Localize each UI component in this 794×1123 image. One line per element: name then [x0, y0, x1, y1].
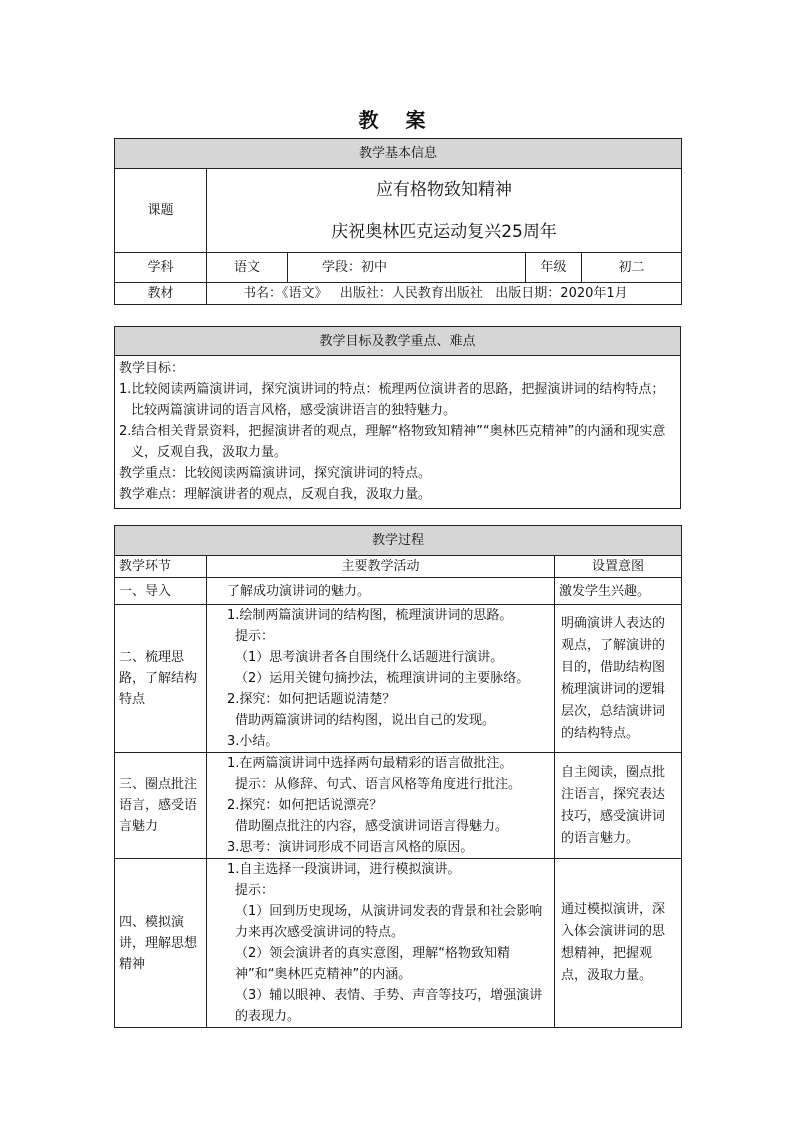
- objectives-label: 教学目标：: [119, 361, 185, 376]
- table-row: [115, 859, 682, 1028]
- activity-cell: [207, 859, 555, 1028]
- table-row: [115, 578, 682, 605]
- activity-cell: 了解成功演讲词的魅力。: [207, 578, 555, 605]
- col-header-stage: 教学环节: [115, 556, 207, 578]
- topic-cell: [207, 169, 682, 253]
- basic-info-header: 教学基本信息: [115, 139, 682, 169]
- table-row: [115, 753, 682, 859]
- stage-cell: 三、圈点批注语言，感受语言魅力: [115, 753, 207, 859]
- grade-label: 年级: [526, 253, 582, 283]
- basic-info-table: [114, 138, 682, 305]
- activity-line: （2）运用关键句摘抄法，梳理演讲词的主要脉络。: [235, 671, 530, 686]
- col-header-purpose: 设置意图: [555, 556, 682, 578]
- activity-cell: [207, 753, 555, 859]
- subject-value: 语文: [207, 253, 288, 283]
- activity-line: 提示：: [235, 629, 275, 644]
- material-text: 书名：《语文》 出版社：人民教育出版社 出版日期：2020年1月: [207, 283, 682, 305]
- stage-cell: 二、梳理思路，了解结构特点: [115, 605, 207, 753]
- objective-item-1: 1.比较阅读两篇演讲词，探究演讲词的特点：梳理两位演讲者的思路，把握演讲词的结构特点；比较两篇演讲词的语言风格，感受演讲语言的独特魅力。: [119, 382, 665, 418]
- topic-line-2: 庆祝奥林匹克运动复兴25周年: [331, 221, 557, 242]
- activity-line: （3）辅以眼神、表情、手势、声音等技巧，增强演讲的表现力。: [235, 988, 543, 1024]
- topic-label: 课题: [115, 169, 207, 253]
- activity-line: （1）思考演讲者各自围绕什么话题进行演讲。: [235, 650, 504, 665]
- activity-line: 2.探究：如何把话题说清楚？: [227, 692, 396, 707]
- grade-value: 初二: [582, 253, 682, 283]
- purpose-cell: 明确演讲人表达的观点，了解演讲的目的，借助结构图梳理演讲词的逻辑层次，总结演讲词的结构特点。: [555, 605, 682, 753]
- purpose-cell: 激发学生兴趣。: [555, 578, 682, 605]
- stage-cell: 一、导入: [115, 578, 207, 605]
- activity-line: 3.小结。: [227, 734, 279, 749]
- activity-cell: [207, 605, 555, 753]
- activity-line: 1.绘制两篇演讲词的结构图，梳理演讲词的思路。: [227, 608, 513, 623]
- objective-item-2: 2.结合相关背景资料，把握演讲者的观点，理解“格物致知精神”“奥林匹克精神”的内涵和现实意义，反观自我，汲取力量。: [119, 424, 666, 460]
- teaching-difficulty: 教学难点：理解演讲者的观点，反观自我，汲取力量。: [119, 487, 432, 502]
- activity-line: 1.在两篇演讲词中选择两句最精彩的语言做批注。: [227, 756, 513, 771]
- teaching-focus: 教学重点：比较阅读两篇演讲词，探究演讲词的特点。: [119, 466, 432, 481]
- process-table: [114, 525, 682, 1028]
- purpose-cell: 自主阅读，圈点批注语言，探究表达技巧，感受演讲词的语言魅力。: [555, 753, 682, 859]
- document-title: 教 案: [358, 108, 436, 132]
- activity-line: 提示：: [235, 883, 275, 898]
- topic-line-1: 应有格物致知精神: [376, 179, 513, 200]
- material-label: 教材: [115, 283, 207, 305]
- process-header: 教学过程: [115, 526, 682, 556]
- activity-line: （1）回到历史现场，从演讲词发表的背景和社会影响力来再次感受演讲词的特点。: [235, 904, 543, 940]
- activity-line: 提示：从修辞、句式、语言风格等角度进行批注。: [235, 777, 522, 792]
- activity-line: 借助两篇演讲词的结构图，说出自己的发现。: [235, 713, 496, 728]
- activity-line: 借助圈点批注的内容，感受演讲词语言得魅力。: [235, 819, 509, 834]
- objectives-header: 教学目标及教学重点、难点: [115, 327, 681, 356]
- activity-line: 2.探究：如何把话说漂亮？: [227, 798, 383, 813]
- purpose-cell: 通过模拟演讲，深入体会演讲词的思想精神，把握观点，汲取力量。: [555, 859, 682, 1028]
- table-row: [115, 605, 682, 753]
- stage-cell: 四、模拟演讲，理解思想精神: [115, 859, 207, 1028]
- activity-line: 3.思考：演讲词形成不同语言风格的原因。: [227, 840, 474, 855]
- activity-line: （2）领会演讲者的真实意图，理解“格物致知精神”和“奥林匹克精神”的内涵。: [235, 946, 511, 982]
- subject-label: 学科: [115, 253, 207, 283]
- objectives-body: [115, 356, 681, 509]
- activity-line: 1.自主选择一段演讲词，进行模拟演讲。: [227, 862, 461, 877]
- objectives-table: [114, 326, 681, 509]
- stage-text: 学段：初中: [288, 253, 526, 283]
- col-header-activity: 主要教学活动: [207, 556, 555, 578]
